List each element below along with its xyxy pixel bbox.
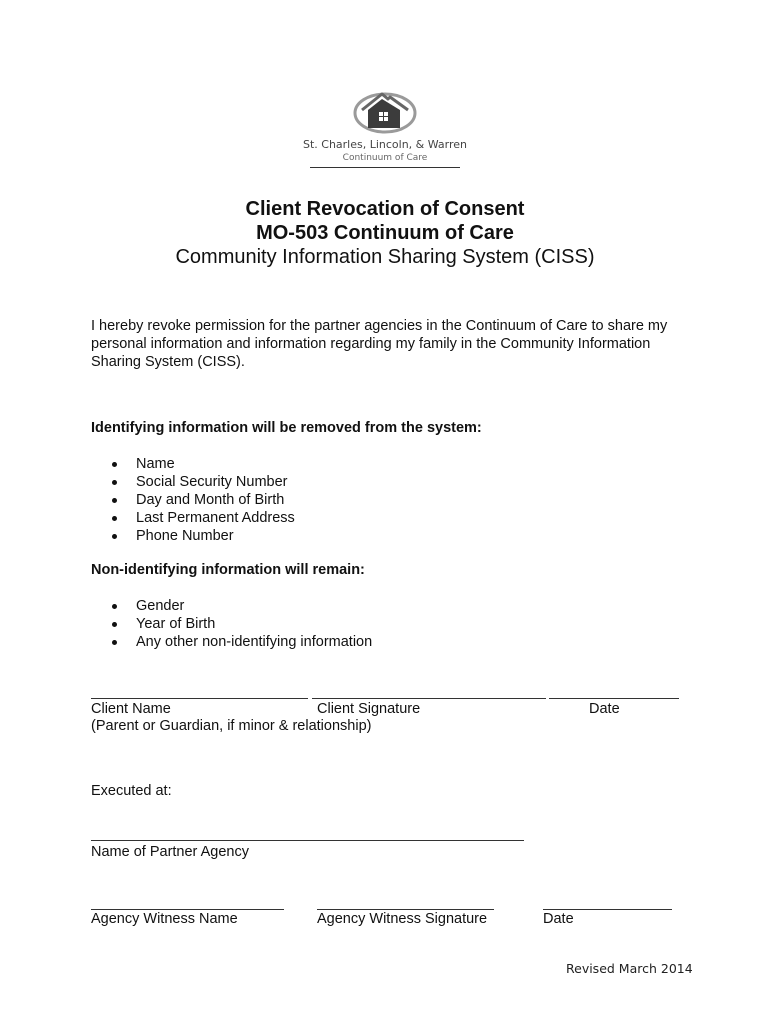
removed-list — [109, 455, 295, 545]
logo-divider — [310, 167, 460, 168]
partner-agency-line[interactable] — [91, 840, 524, 841]
client-name-label: Client Name — [91, 701, 171, 717]
client-signature-label: Client Signature — [317, 701, 421, 717]
form-title: Client Revocation of Consent — [245, 198, 525, 220]
removed-heading: Identifying information will be removed from the system: — [91, 420, 482, 436]
logo-text-coc: Continuum of Care — [342, 153, 428, 163]
list-item: Any other non-identifying information — [109, 633, 372, 651]
list-item: Year of Birth — [109, 615, 372, 633]
revocation-statement: I hereby revoke permission for the partner agencies in the Continuum of Care to share my personal information and information regarding my family in the Community Information Sharing System (CISS). — [91, 318, 668, 370]
list-item: Last Permanent Address — [109, 509, 295, 527]
client-name-note: (Parent or Guardian, if minor & relationship) — [91, 718, 372, 734]
form-subtitle: MO-503 Continuum of Care — [256, 222, 514, 244]
organization-logo — [300, 88, 470, 170]
list-item: Phone Number — [109, 527, 295, 545]
system-name: Community Information Sharing System (CISS) — [175, 246, 595, 268]
revision-note: Revised March 2014 — [566, 961, 693, 976]
witness-signature-line[interactable] — [317, 909, 494, 910]
list-item: Name — [109, 455, 295, 473]
house-logo-icon — [352, 88, 418, 134]
logo-text-org: St. Charles, Lincoln, & Warren — [302, 138, 468, 151]
witness-signature-label: Agency Witness Signature — [317, 911, 488, 927]
witness-date-label: Date — [543, 911, 574, 927]
client-signature-line[interactable] — [312, 698, 546, 699]
list-item: Day and Month of Birth — [109, 491, 295, 509]
client-date-line[interactable] — [549, 698, 679, 699]
witness-date-line[interactable] — [543, 909, 672, 910]
list-item: Gender — [109, 597, 372, 615]
partner-agency-label: Name of Partner Agency — [91, 844, 249, 860]
witness-name-line[interactable] — [91, 909, 284, 910]
remain-list — [109, 597, 372, 651]
remain-heading: Non-identifying information will remain: — [91, 562, 365, 578]
client-date-label: Date — [589, 701, 620, 717]
list-item: Social Security Number — [109, 473, 295, 491]
client-name-line[interactable] — [91, 698, 308, 699]
executed-at-label: Executed at: — [91, 783, 172, 799]
witness-name-label: Agency Witness Name — [91, 911, 238, 927]
